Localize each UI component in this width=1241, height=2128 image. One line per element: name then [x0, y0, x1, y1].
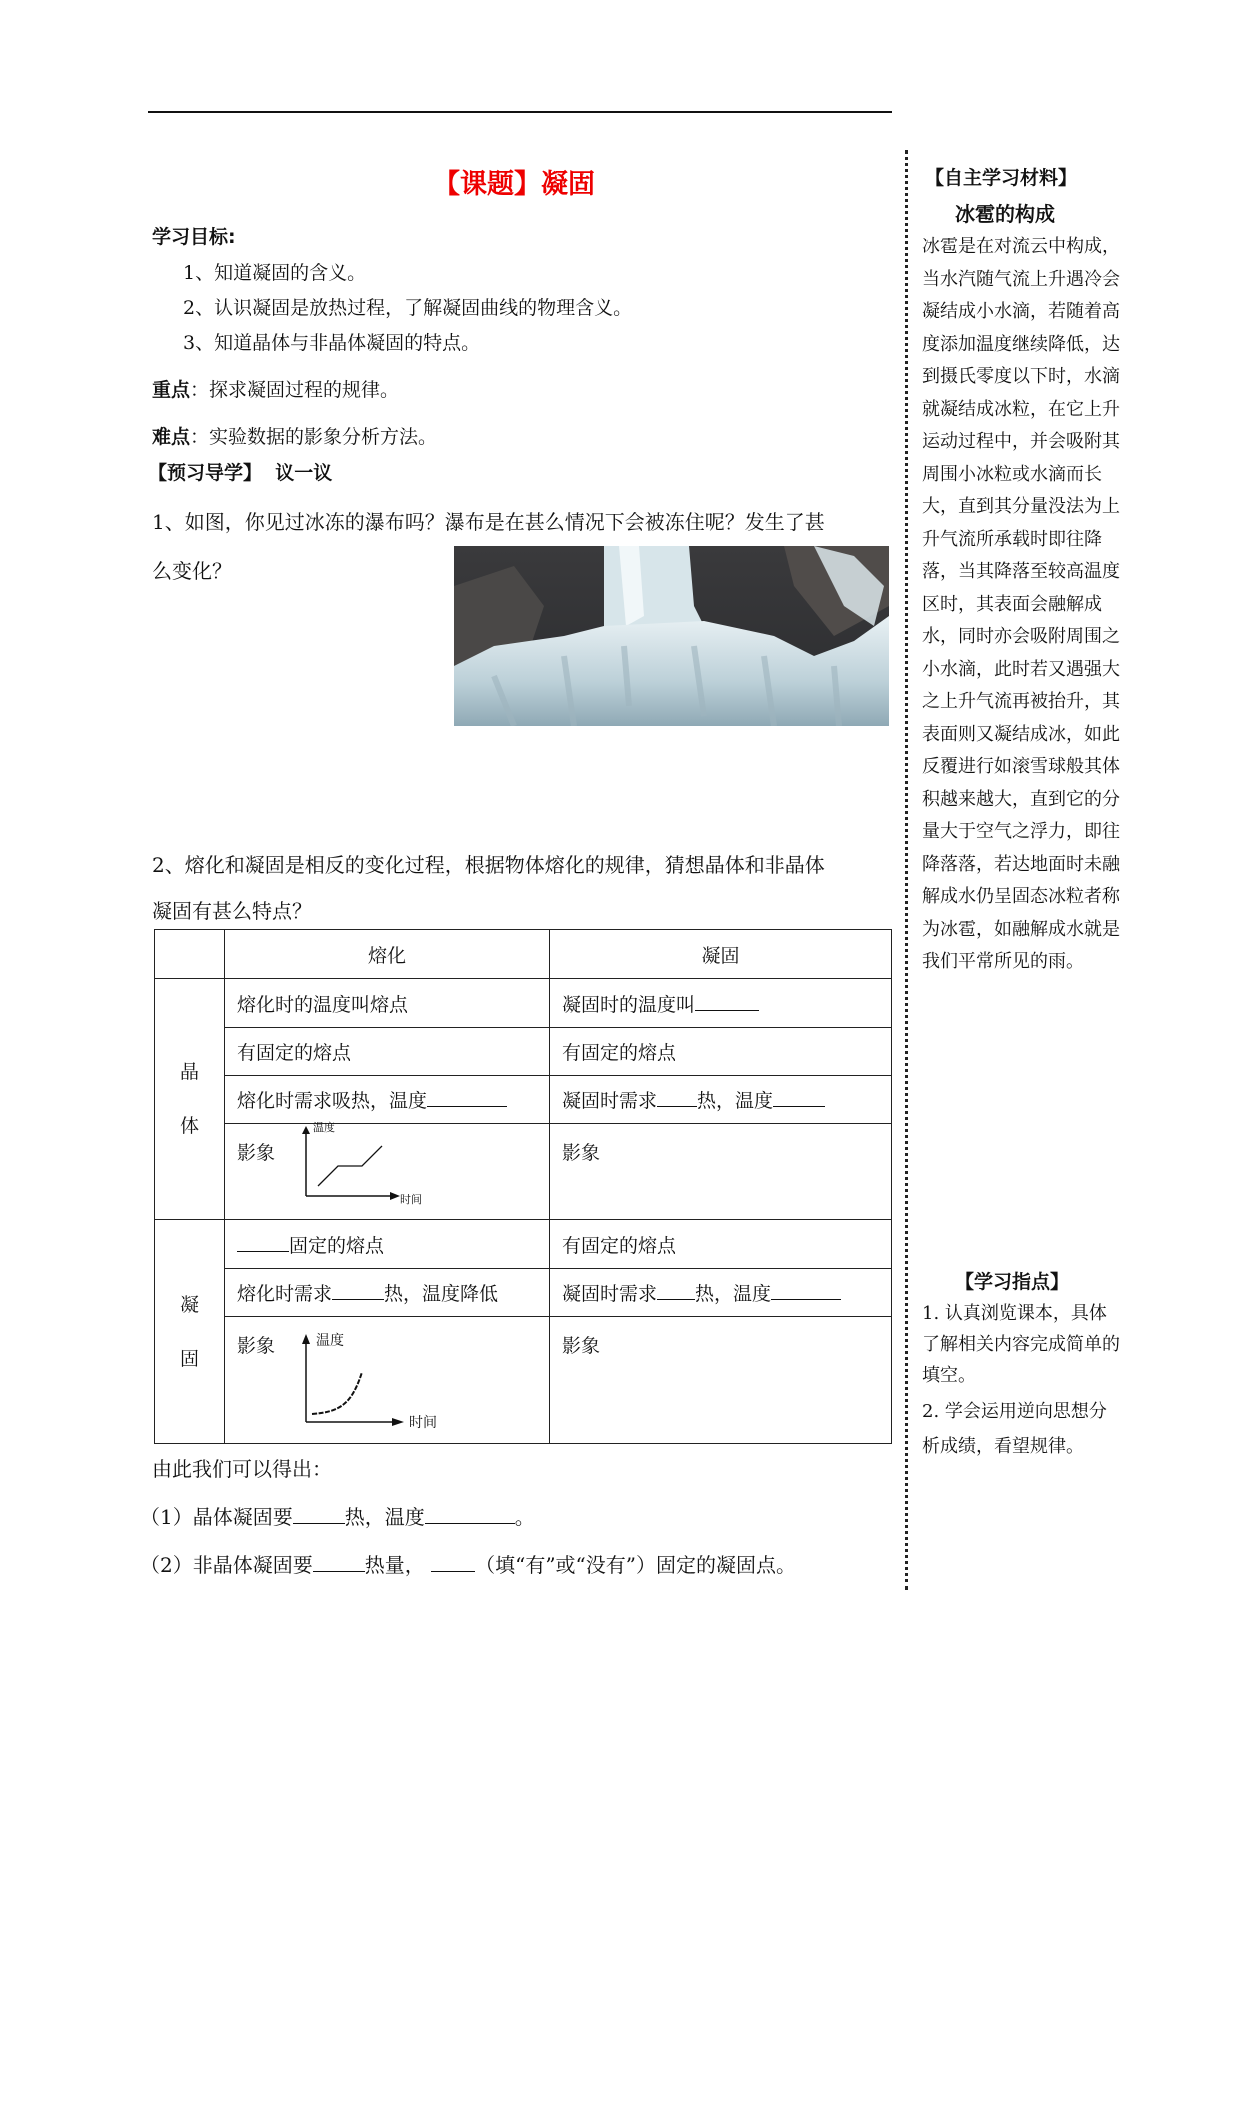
table-row: [155, 1076, 892, 1124]
frozen-waterfall-photo: [454, 546, 889, 726]
table-row: [155, 1124, 892, 1220]
answer-blank[interactable]: [695, 992, 759, 1011]
answer-blank[interactable]: [657, 1281, 695, 1300]
key-point-label: 重点: [152, 379, 191, 401]
answer-blank[interactable]: [293, 1505, 345, 1524]
difficulty-text: ：实验数据的影象分析方法。: [190, 426, 438, 448]
sidebar-subheading: 冰雹的构成: [955, 202, 1055, 226]
difficulty: [152, 425, 437, 449]
sidebar-body: 冰雹是在对流云中构成，当水汽随气流上升遇冷会凝结成小水滴，若随着高度添加温度继续降低，达到摄氏零度以下时，水滴就凝结成冰粒，在它上升运动过程中，并会吸附其周围小冰粒或水滴而长大，直到其分量没法为上升气流所承载时即往降落，当其降落至较高温度区时，其表面会融解成水，同时亦会吸附周围之小水滴，此时若又遇强大之上升气流再被抬升，其表面则又凝结成冰，如此反覆进行如滚雪球般其体积越来越大，直到它的分量大于空气之浮力，即往降落落，若达地面时未融解成水仍呈固态冰粒者称为冰雹，如融解成水就是我们平常所见的雨。: [922, 236, 1120, 972]
difficulty-label: 难点: [152, 426, 191, 448]
header-rule: [148, 111, 892, 113]
crystal-melting-graph: [300, 1124, 412, 1202]
preview-label: 【预习导学】: [148, 462, 263, 484]
objective-item: 1、知道凝固的含义。: [183, 262, 367, 284]
arrow-up-icon: [302, 1334, 310, 1344]
header-freeze: 凝固: [550, 930, 892, 979]
table-row: [155, 1269, 892, 1317]
answer-blank[interactable]: [313, 1553, 365, 1572]
table-cell: 熔化时的温度叫熔点: [225, 979, 550, 1028]
sidebar-heading: 【自主学习材料】: [925, 167, 1078, 189]
objectives-heading: 学习目标:: [152, 226, 236, 248]
question-2-line2: 凝固有甚么特点？: [152, 899, 312, 923]
key-point: [152, 378, 399, 402]
answer-blank[interactable]: [427, 1088, 507, 1107]
table-row: [155, 1028, 892, 1076]
answer-blank[interactable]: [237, 1233, 289, 1252]
table-cell: 影象: [225, 1317, 550, 1444]
column-divider: [905, 150, 908, 1590]
answer-blank[interactable]: [425, 1505, 515, 1524]
page-title: 【课题】凝固: [433, 169, 595, 200]
conclusion-1: （1）晶体凝固要 热，温度 。: [140, 1505, 535, 1529]
preview-sub: 议一议: [275, 462, 333, 484]
table-cell: 有固定的熔点: [550, 1220, 892, 1269]
amorphous-row-label: 凝 固: [155, 1220, 225, 1444]
table-row: [155, 1220, 892, 1269]
question-1-line2: 么变化？: [152, 559, 232, 583]
tips-heading: 【学习指点】: [955, 1271, 1070, 1293]
table-cell: 凝固时需求 热，温度: [550, 1076, 892, 1124]
arrow-right-icon: [390, 1192, 400, 1200]
table-cell: 凝固时需求 热，温度: [550, 1269, 892, 1317]
graph-label: 影象: [237, 1142, 276, 1164]
conclusion-intro: 由此我们可以得出：: [152, 1457, 332, 1481]
graph-y-label: 温度: [316, 1333, 344, 1349]
key-point-text: ：探求凝固过程的规律。: [190, 379, 400, 401]
conclusion-2: （2）非晶体凝固要 热量， （填“有”或“没有”）固定的凝固点。: [140, 1553, 796, 1577]
table-row: [155, 1317, 892, 1444]
objective-item: 2、认识凝固是放热过程，了解凝固曲线的物理含义。: [183, 297, 633, 319]
answer-blank[interactable]: [431, 1553, 475, 1572]
header-empty-cell: [155, 930, 225, 979]
arrow-right-icon: [392, 1418, 404, 1426]
table-cell: 固定的熔点: [225, 1220, 550, 1269]
answer-blank[interactable]: [657, 1088, 697, 1107]
crystal-melting-graph: [375, 2058, 485, 2128]
table-cell: 熔化时需求吸热，温度: [225, 1076, 550, 1124]
graph-x-label: 时间: [400, 1193, 422, 1206]
answer-blank[interactable]: [773, 1088, 825, 1107]
question-2-line1: 2、熔化和凝固是相反的变化过程，根据物体熔化的规律，猜想晶体和非晶体: [152, 853, 825, 877]
table-cell: 影象: [550, 1317, 892, 1444]
question-1-line1: 1、如图，你见过冰冻的瀑布吗？瀑布是在甚么情况下会被冻住呢？发生了甚: [152, 510, 825, 534]
melting-curve: [312, 1372, 362, 1414]
table-row: [155, 979, 892, 1028]
table-cell: 有固定的熔点: [550, 1028, 892, 1076]
answer-blank[interactable]: [332, 1281, 384, 1300]
table-cell: 有固定的熔点: [225, 1028, 550, 1076]
table-header-row: [155, 930, 892, 979]
arrow-up-icon: [302, 1126, 310, 1134]
melting-curve: [318, 1146, 382, 1186]
table-cell: 凝固时的温度叫: [550, 979, 892, 1028]
preview-heading: [148, 461, 332, 485]
graph-x-label: 时间: [409, 1415, 437, 1431]
graph-y-label: 温度: [313, 1121, 335, 1134]
table-cell: 影象: [550, 1124, 892, 1220]
table-cell: 熔化时需求 热，温度降低: [225, 1269, 550, 1317]
comparison-table: [154, 929, 892, 1444]
answer-blank[interactable]: [771, 1281, 841, 1300]
header-melt: 熔化: [225, 930, 550, 979]
tip-item: 2. 学会运用逆向思想分析成绩，看望规律。: [922, 1401, 1107, 1457]
objective-item: 3、知道晶体与非晶体凝固的特点。: [183, 332, 481, 354]
tip-item: 1. 认真浏览课本，具体了解相关内容完成简单的填空。: [922, 1303, 1120, 1386]
crystal-row-label: 晶 体: [155, 979, 225, 1220]
